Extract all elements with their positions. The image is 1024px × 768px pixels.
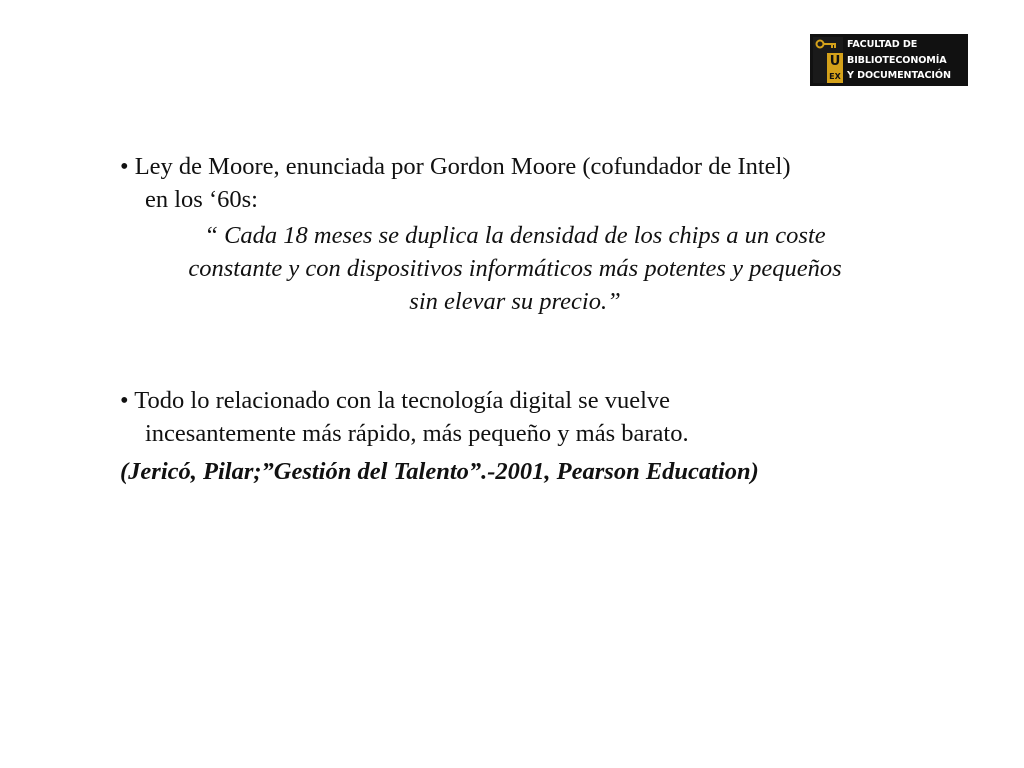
bullet-marker: •: [120, 387, 129, 414]
slide-content: [120, 150, 910, 488]
quote-line-2: constante y con dispositivos informáticos más potentes y pequeños: [188, 255, 842, 282]
logo-text: [847, 37, 965, 84]
bullet-marker: •: [120, 153, 129, 180]
key-icon: [815, 39, 837, 49]
university-emblem: [813, 37, 843, 83]
bullet-1-line-1: Ley de Moore, enunciada por Gordon Moore (cofundador de Intel): [134, 153, 791, 180]
bullet-2-line-1: Todo lo relacionado con la tecnología digital se vuelve: [134, 387, 671, 414]
bullet-digital-tech: [120, 384, 910, 450]
moore-quote: [120, 216, 910, 318]
logo-line-1: FACULTAD DE: [847, 39, 918, 50]
citation: (Jericó, Pilar;”Gestión del Talento”.-2001, Pearson Education): [120, 458, 759, 485]
spacer: [120, 318, 910, 384]
faculty-logo: [810, 34, 968, 86]
logo-line-3: Y DOCUMENTACIÓN: [847, 70, 951, 81]
bullet-1-line-2: en los ‘60s:: [145, 186, 258, 213]
bullet-moores-law: [120, 150, 910, 216]
logo-line-2: BIBLIOTECONOMÍA: [847, 54, 947, 66]
quote-line-1: “ Cada 18 meses se duplica la densidad de los chips a un coste: [204, 222, 826, 249]
logo-ex-letters: EX: [827, 71, 843, 83]
bullet-2-line-2: incesantemente más rápido, más pequeño y más barato.: [145, 420, 689, 447]
quote-line-3: sin elevar su precio.”: [409, 288, 621, 315]
logo-u-letter: U: [827, 53, 843, 71]
